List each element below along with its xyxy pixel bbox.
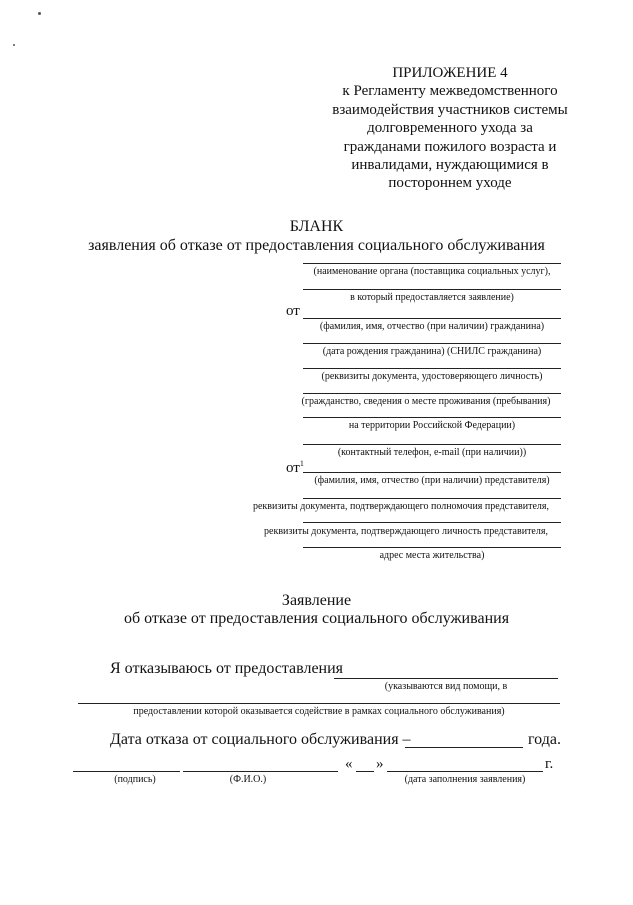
- month-year-field[interactable]: [387, 771, 543, 772]
- fio-caption: (фамилия, имя, отчество (при наличии) гражданина): [319, 321, 545, 332]
- name-caption: (Ф.И.О.): [229, 774, 267, 785]
- rep-authority-caption: реквизиты документа, подтверждающего полномочия представителя,: [252, 501, 549, 512]
- refuse-text: Я отказываюсь от предоставления: [110, 660, 344, 677]
- help-caption-2: предоставлении которой оказывается содействие в рамках социального обслуживания): [133, 706, 505, 717]
- residence-field-2[interactable]: [303, 417, 561, 418]
- refusal-date-field[interactable]: [405, 747, 523, 748]
- rep-identity-caption: реквизиты документа, подтверждающего личность представителя,: [264, 526, 548, 537]
- footnote-mark: 1: [299, 459, 304, 468]
- help-type-field-2[interactable]: [78, 703, 560, 704]
- appendix-line: постороннем уходе: [388, 175, 512, 192]
- form-subtitle: заявления об отказе от предоставления социального обслуживания: [88, 237, 545, 254]
- from-label: от: [286, 303, 300, 319]
- contact-caption: (контактный телефон, e-mail (при наличии)): [337, 447, 527, 458]
- scan-speck: [13, 44, 15, 46]
- appendix-header: [300, 64, 600, 193]
- org-name-field-2[interactable]: [303, 289, 561, 290]
- residence-field[interactable]: [303, 393, 561, 394]
- birth-snils-field[interactable]: [303, 343, 561, 344]
- from2-label: [286, 459, 304, 477]
- quote-open: «: [345, 756, 353, 772]
- from2-text: от: [286, 460, 300, 476]
- appendix-line: долговременного ухода за: [367, 120, 533, 137]
- scan-speck: [38, 12, 41, 15]
- name-field[interactable]: [183, 771, 338, 772]
- appendix-line: инвалидами, нуждающимися в: [351, 157, 549, 174]
- rep-authority-field[interactable]: [303, 498, 561, 499]
- signature-field[interactable]: [73, 771, 180, 772]
- rep-address-field[interactable]: [303, 547, 561, 548]
- org-name-field[interactable]: [303, 263, 561, 264]
- org-caption-1: (наименование органа (поставщика социальных услуг),: [313, 266, 551, 277]
- signature-caption: (подпись): [114, 774, 156, 785]
- date-caption: (дата заполнения заявления): [404, 774, 526, 785]
- help-type-field[interactable]: [334, 678, 558, 679]
- birth-caption: (дата рождения гражданина) (СНИЛС гражданина): [322, 346, 542, 357]
- help-caption-1: (указываются вид помощи, в: [384, 681, 508, 692]
- citizen-fio-field[interactable]: [303, 318, 561, 319]
- doc-caption: (реквизиты документа, удостоверяющего личность): [321, 371, 543, 382]
- rep-identity-field[interactable]: [303, 522, 561, 523]
- form-title: БЛАНК: [289, 218, 344, 235]
- citizenship-caption: (гражданство, сведения о месте проживания (пребывания): [301, 396, 551, 407]
- identity-doc-field[interactable]: [303, 368, 561, 369]
- refusal-date-label: Дата отказа от социального обслуживания –: [110, 731, 411, 748]
- statement-subtitle: об отказе от предоставления социального обслуживания: [123, 610, 510, 627]
- rep-fio-field[interactable]: [303, 472, 561, 473]
- statement-title: Заявление: [281, 592, 352, 609]
- territory-caption: на территории Российской Федерации): [348, 420, 516, 431]
- rep-address-caption: адрес места жительства): [379, 550, 485, 561]
- org-caption-2: в который предоставляется заявление): [350, 292, 514, 303]
- rep-fio-caption: (фамилия, имя, отчество (при наличии) представителя): [314, 475, 550, 486]
- day-field[interactable]: [356, 771, 374, 772]
- quote-close: »: [376, 756, 384, 772]
- appendix-line: взаимодействия участников системы: [332, 101, 568, 118]
- refusal-date-suffix: года.: [528, 731, 561, 748]
- year-suffix: г.: [545, 756, 554, 772]
- appendix-line: гражданами пожилого возраста и: [343, 138, 557, 155]
- appendix-line: к Регламенту межведомственного: [342, 83, 558, 100]
- appendix-line: ПРИЛОЖЕНИЕ 4: [392, 65, 508, 81]
- contact-field[interactable]: [303, 444, 561, 445]
